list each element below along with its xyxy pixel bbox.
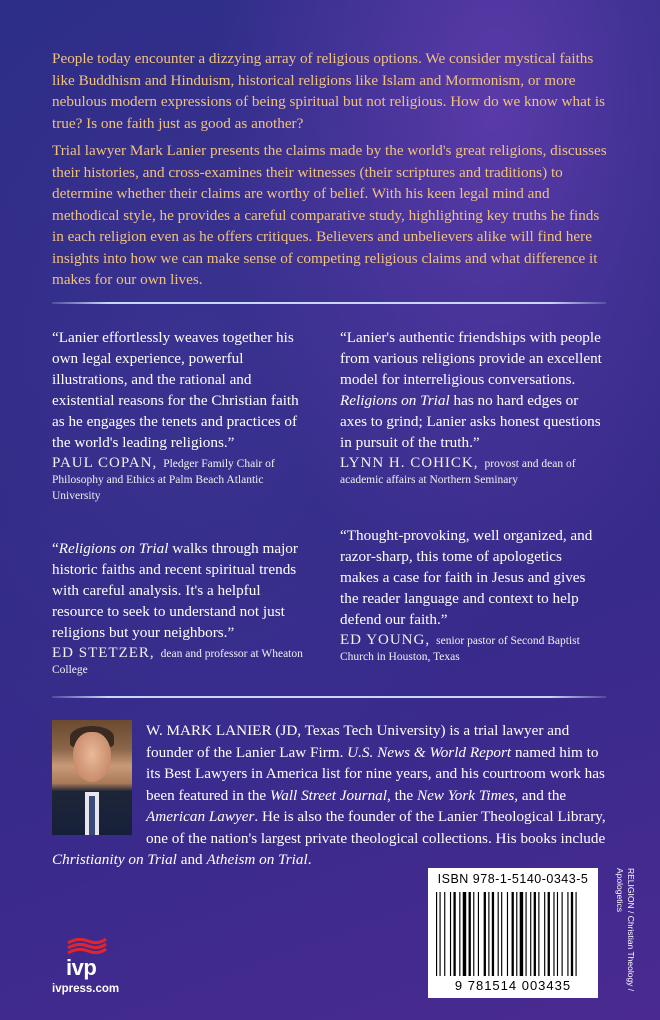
divider-bottom (52, 696, 606, 698)
endorsement-text: “Thought-provoking, well organized, and razor-sharp, this tome of apologetics makes a case for faith in Jesus and gives the reader language and context to help defend our faith.” (340, 527, 593, 628)
bio-italic-book: Atheism on Trial (206, 851, 308, 868)
bio-italic-publication: U.S. News & World Report (347, 743, 512, 761)
endorser-name: ED YOUNG, (340, 632, 431, 648)
quote-mark: “ (52, 540, 59, 557)
endorser-title: provost and dean of academic affairs at Northern Seminary (340, 458, 576, 486)
endorser-name: PAUL COPAN, (52, 455, 158, 471)
endorser-name: ED STETZER, (52, 645, 155, 661)
back-cover-blurb (52, 48, 612, 297)
divider-top (52, 302, 606, 304)
isbn-barcode (428, 868, 598, 998)
endorsement-text: “Lanier effortlessly weaves together his own legal experience, powerful illustrations, and the rational and existential reasons for the Christian faith as he engages the tenets and practices of the world's leading religions.” (52, 329, 299, 451)
endorsement-text-rest: has no hard edges or axes to grind; Lanier asks honest questions in pursuit of the truth.” (340, 392, 601, 451)
endorsement-copan (52, 327, 300, 504)
bio-italic-publication: New York Times (416, 786, 515, 804)
barcode-number: 9 781514 003435 (454, 978, 572, 993)
bio-italic-publication: American Lawyer (146, 808, 255, 825)
bio-text: W. MARK LANIER (JD, Texas Tech University) is a trial lawyer and founder of the Lanier Law Firm. (146, 722, 570, 761)
publisher-logo (52, 935, 132, 995)
endorsement-cohick (340, 327, 602, 488)
endorsement-text-rest: walks through major historic faiths and recent spiritual trends with careful analysis. It's a helpful resource to seek to understand not just religions but your neighbors.” (52, 540, 298, 641)
bio-text: . (307, 851, 312, 868)
endorsement-attribution (52, 645, 314, 678)
publisher-wordmark: ivp (66, 955, 97, 980)
endorsement-text (340, 327, 602, 453)
bio-italic-book: Christianity on Trial (52, 851, 177, 868)
blurb-paragraph-1: People today encounter a dizzying array of religious options. We consider mystical faiths like Buddhism and Hinduism, historical religions like Islam and Mormonism, or more nebulous modern expressions of being spiritual but not religious. How do we know what is true? Is one faith just as good as another? (52, 50, 606, 132)
endorsement-text-lead: “Lanier's authentic friendships with people from various religions provide an excellent model for interreligious conversations. (340, 329, 602, 388)
endorsement-attribution (52, 455, 300, 504)
category-label: RELIGION / Christian Theology / Apologetics (615, 868, 636, 992)
ivp-wave-icon (66, 935, 108, 957)
endorser-name: LYNN H. COHICK, (340, 455, 479, 471)
bio-text: and (176, 851, 207, 868)
endorsement-attribution (340, 632, 602, 665)
endorsement-stetzer (52, 538, 314, 678)
book-title: Religions on Trial (340, 392, 450, 409)
bio-text: named him to its Best Lawyers in America list for nine years, and his courtroom work has been featured in the (146, 743, 605, 804)
barcode-icon (436, 892, 590, 976)
endorsement-young (340, 525, 602, 665)
author-bio (52, 720, 612, 871)
endorsement-attribution (340, 455, 602, 488)
bio-text: , and the (514, 786, 567, 804)
bio-text: . He is also the founder of the Lanier Theological Library, one of the nation's largest private theological collections. His books include (146, 808, 606, 847)
bio-italic-publication: Wall Street Journal (269, 786, 387, 804)
bio-text: , the (386, 786, 417, 804)
endorser-title: senior pastor of Second Baptist Church in Houston, Texas (340, 635, 580, 663)
blurb-paragraph-2: Trial lawyer Mark Lanier presents the claims made by the world's great religions, discusses their histories, and cross-examines their witnesses (their scriptures and traditions) to determine whether their claims are worthy of belief. With his keen legal mind and methodical style, he provides a careful comparative study, highlighting key truths he finds in each religion even as he offers critiques. Believers and unbelievers alike will find here insights into how we can make sense of competing religious claims and what difference it makes for our own lives. (52, 142, 607, 288)
endorser-title: dean and professor at Wheaton College (52, 648, 303, 676)
endorsement-text (52, 538, 314, 643)
isbn-label: ISBN 978-1-5140-0343-5 (437, 872, 589, 886)
book-title: Religions on Trial (58, 540, 169, 557)
endorser-title: Pledger Family Chair of Philosophy and Ethics at Palm Beach Atlantic University (52, 458, 275, 502)
author-photo (52, 720, 132, 835)
publisher-website: ivpress.com (52, 983, 120, 995)
